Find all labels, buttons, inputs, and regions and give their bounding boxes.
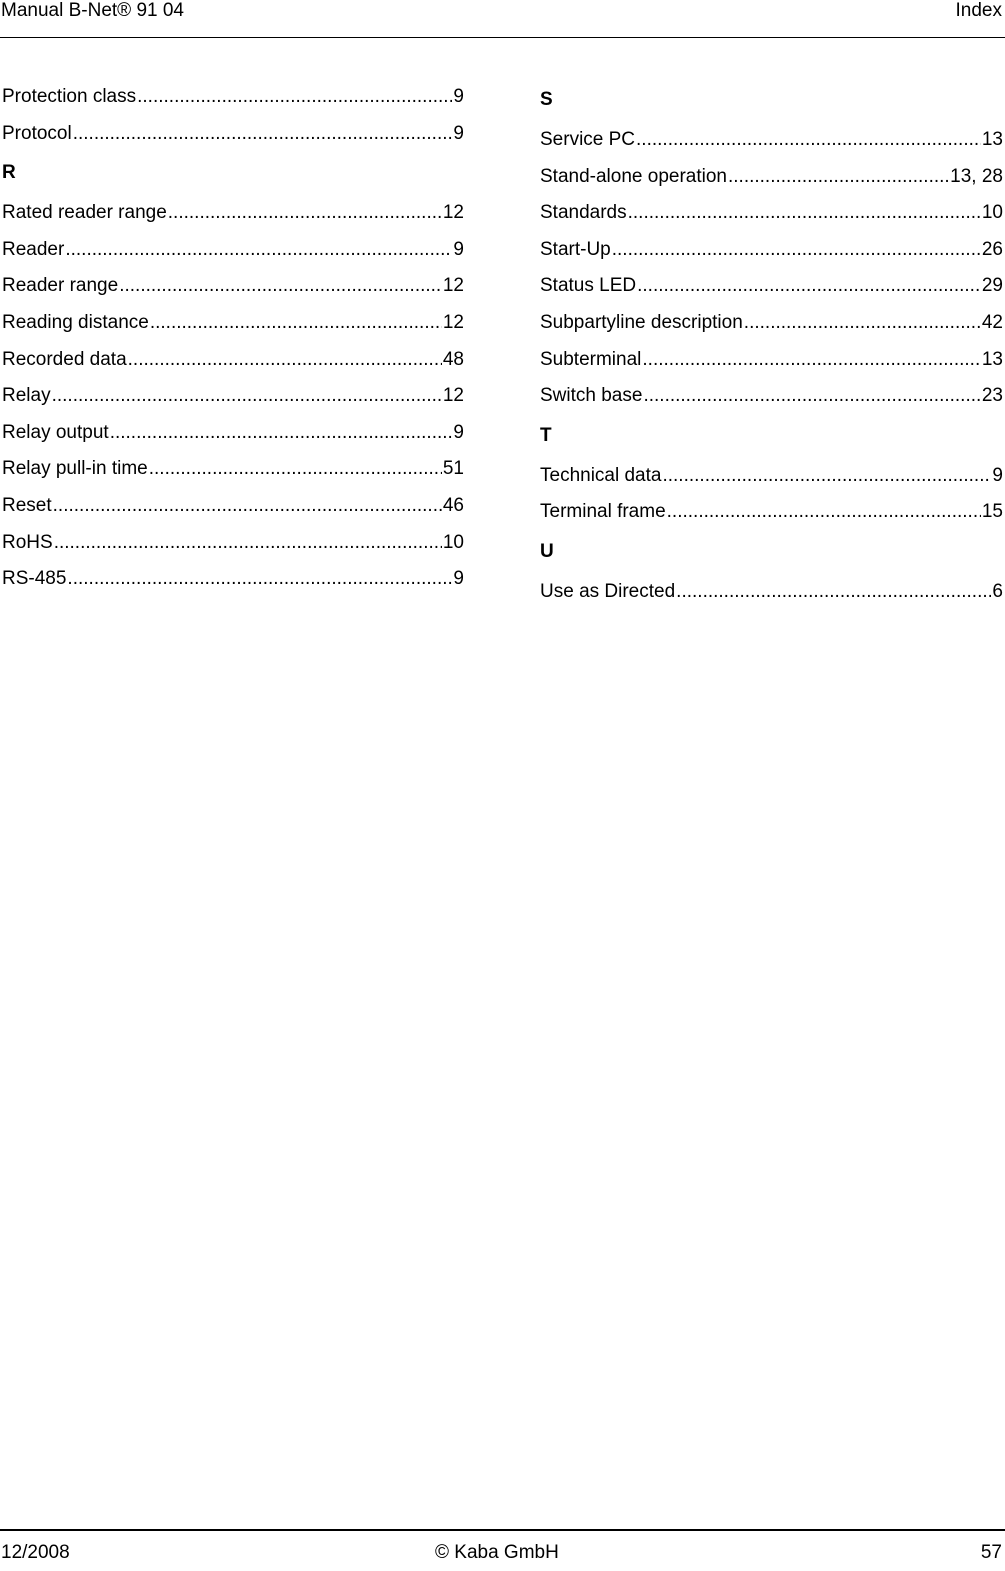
index-page-ref[interactable]: 9 <box>992 464 1003 486</box>
index-entry[interactable] <box>2 532 464 569</box>
section-title: Index <box>955 0 1002 21</box>
index-term: RS-485 <box>2 568 67 590</box>
dot-leader <box>168 202 442 224</box>
index-entry[interactable] <box>2 422 464 459</box>
page-header <box>0 0 1005 38</box>
index-page-ref[interactable]: 29 <box>981 275 1003 297</box>
index-term: Recorded data <box>2 348 127 370</box>
index-term: Protocol <box>2 122 72 144</box>
index-term: Status LED <box>540 275 637 297</box>
dot-leader <box>612 239 981 261</box>
index-term: Switch base <box>540 385 643 407</box>
index-page-ref[interactable]: 23 <box>981 385 1003 407</box>
index-page-ref[interactable]: 9 <box>453 568 464 590</box>
index-term: Service PC <box>540 129 636 150</box>
index-page-ref[interactable]: 13 <box>981 129 1003 150</box>
index-entry[interactable] <box>540 312 1003 349</box>
dot-leader <box>52 385 442 407</box>
index-entry[interactable] <box>540 239 1003 276</box>
index-term: Use as Directed <box>540 580 676 602</box>
dot-leader <box>662 465 991 487</box>
dot-leader <box>110 422 453 444</box>
dot-leader <box>744 312 981 334</box>
index-page-ref[interactable]: 12 <box>442 202 464 224</box>
dot-leader <box>628 202 981 224</box>
index-entry[interactable] <box>2 123 464 160</box>
index-term: Protection class <box>2 86 137 107</box>
index-page-ref[interactable]: 9 <box>453 238 464 260</box>
index-page-ref[interactable]: 13 <box>981 348 1003 370</box>
dot-leader <box>676 581 991 603</box>
index-entry[interactable] <box>2 349 464 386</box>
index-term: Reset <box>2 494 52 516</box>
dot-leader <box>643 385 980 407</box>
index-entry[interactable] <box>2 239 464 276</box>
index-entry[interactable] <box>2 86 464 123</box>
dot-leader <box>73 123 453 145</box>
index-term: Rated reader range <box>2 202 167 224</box>
index-page-ref[interactable]: 10 <box>442 531 464 553</box>
dot-leader <box>67 568 452 590</box>
index-entry[interactable] <box>540 385 1003 422</box>
index-term: Reader <box>2 238 65 260</box>
dot-leader <box>667 501 981 523</box>
index-page-ref[interactable]: 10 <box>981 202 1003 224</box>
index-entry[interactable] <box>540 465 1003 502</box>
index-entry[interactable] <box>2 568 464 605</box>
index-term: Relay output <box>2 421 109 443</box>
index-entry[interactable] <box>540 275 1003 312</box>
dot-leader <box>642 349 980 371</box>
index-entry[interactable] <box>2 202 464 239</box>
index-page-ref[interactable]: 9 <box>453 122 464 144</box>
index-page-ref[interactable]: 26 <box>981 238 1003 260</box>
dot-leader <box>637 275 981 297</box>
index-entry[interactable] <box>540 202 1003 239</box>
index-page-ref[interactable]: 15 <box>981 501 1003 523</box>
index-entry[interactable] <box>540 501 1003 538</box>
dot-leader <box>54 532 442 554</box>
dot-leader <box>150 312 442 334</box>
index-entry[interactable] <box>2 458 464 495</box>
index-page-ref[interactable]: 51 <box>442 458 464 480</box>
index-term: Subpartyline description <box>540 311 743 333</box>
index-group-letter: R <box>2 162 16 184</box>
index-term: Relay pull-in time <box>2 458 148 480</box>
dot-leader <box>137 86 452 108</box>
index-page-ref[interactable]: 12 <box>442 275 464 297</box>
index-term: Terminal frame <box>540 501 666 523</box>
index-term: RoHS <box>2 531 53 553</box>
index-page-ref[interactable]: 6 <box>992 580 1003 602</box>
index-term: Stand-alone operation <box>540 165 727 187</box>
index-entry[interactable] <box>540 166 1003 203</box>
index-column-right <box>540 86 1003 618</box>
index-term: Reading distance <box>2 311 149 333</box>
index-group-letter: U <box>540 540 554 562</box>
index-entry[interactable] <box>2 275 464 312</box>
index-page-ref[interactable]: 46 <box>442 494 464 516</box>
footer-copyright: © Kaba GmbH <box>435 1542 559 1563</box>
dot-leader <box>149 458 442 480</box>
index-group-letter: T <box>540 424 552 446</box>
index-page-ref[interactable]: 13, 28 <box>950 165 1003 187</box>
dot-leader <box>119 275 442 297</box>
index-term: Standards <box>540 202 627 224</box>
dot-leader <box>636 129 981 151</box>
index-group-letter: S <box>540 89 553 110</box>
index-term: Technical data <box>540 464 662 486</box>
index-entry[interactable] <box>540 129 1003 166</box>
index-entry[interactable] <box>2 385 464 422</box>
dot-leader <box>53 495 442 517</box>
dot-leader <box>728 166 949 188</box>
index-term: Start-Up <box>540 238 611 260</box>
index-term: Subterminal <box>540 348 642 370</box>
footer-date: 12/2008 <box>1 1542 70 1563</box>
index-page-ref[interactable]: 9 <box>453 421 464 443</box>
index-page-ref[interactable]: 12 <box>442 385 464 407</box>
index-entry[interactable] <box>540 349 1003 386</box>
index-term: Relay <box>2 385 51 407</box>
index-entry[interactable] <box>2 495 464 532</box>
index-page-ref[interactable]: 48 <box>442 348 464 370</box>
index-page-ref[interactable]: 42 <box>981 311 1003 333</box>
index-term: Reader range <box>2 275 119 297</box>
page-number: 57 <box>980 1542 1002 1563</box>
page-footer <box>0 1529 1005 1571</box>
index-entry[interactable] <box>2 312 464 349</box>
index-page-ref[interactable]: 9 <box>453 86 464 107</box>
index-entry[interactable] <box>540 581 1003 618</box>
dot-leader <box>65 239 452 261</box>
manual-title: Manual B-Net® 91 04 <box>1 0 184 21</box>
dot-leader <box>128 349 442 371</box>
index-page-ref[interactable]: 12 <box>442 311 464 333</box>
index-column-left <box>2 86 464 605</box>
